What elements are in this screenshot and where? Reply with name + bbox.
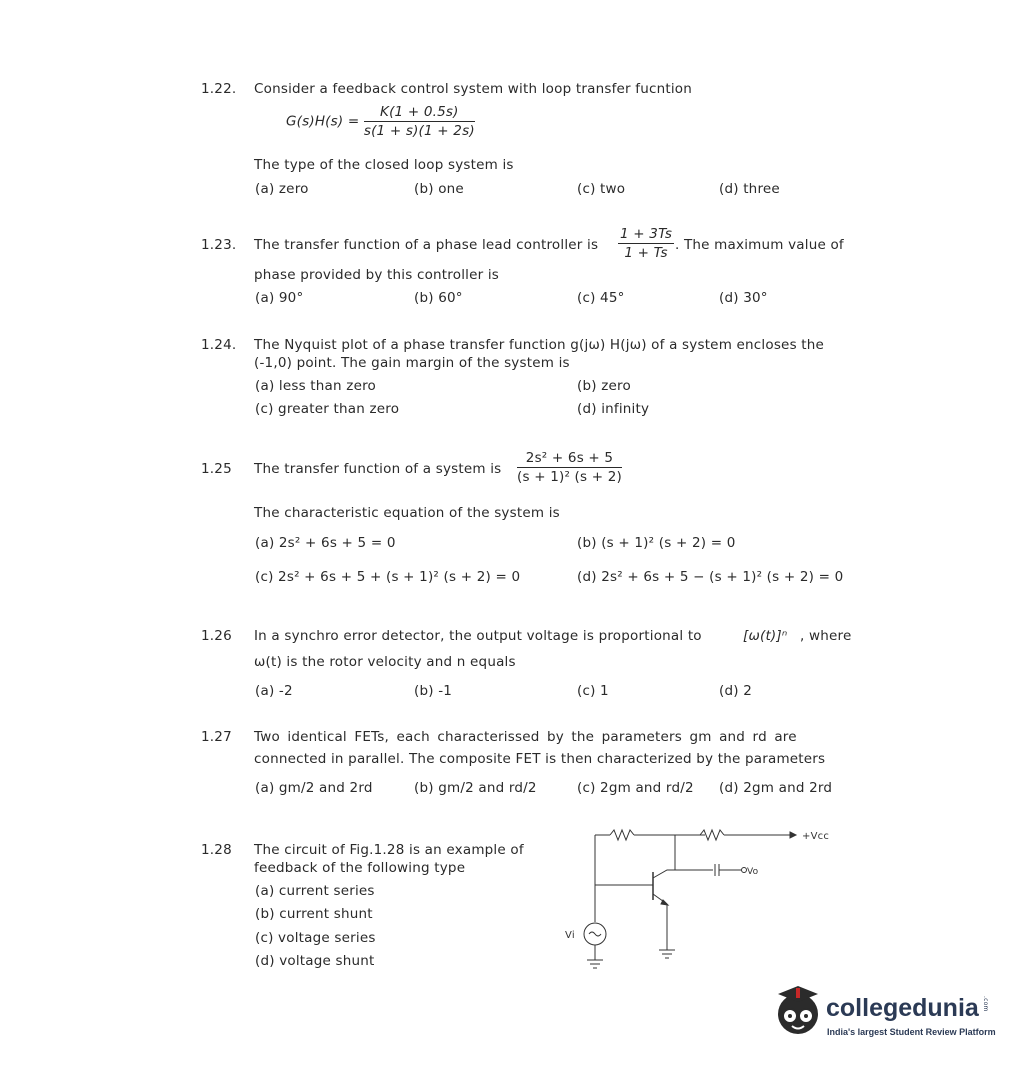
q27-option-d: (d) 2gm and 2rd [719, 780, 833, 796]
q25-stem: The transfer function of a system is [254, 461, 502, 477]
q25-numerator: 2s² + 6s + 5 [517, 450, 622, 468]
q26-option-b: (b) -1 [414, 683, 453, 699]
logo-name: collegedunia [826, 994, 979, 1022]
vo-label: Vo [747, 867, 759, 877]
circuit-diagram [555, 820, 845, 985]
q22-fraction [364, 104, 475, 139]
q24-option-d: (d) infinity [577, 401, 650, 417]
q26-stem-a: In a synchro error detector, the output voltage is proportional to [254, 628, 702, 644]
q26-number: 1.26 [201, 628, 232, 644]
q22-option-c: (c) two [577, 181, 626, 197]
q28-option-b: (b) current shunt [255, 906, 373, 922]
q28-stem: The circuit of Fig.1.28 is an example of [254, 842, 524, 858]
q26-stem-b: , where [800, 628, 852, 644]
q25-option-c: (c) 2s² + 6s + 5 + (s + 1)² (s + 2) = 0 [255, 569, 521, 585]
q24-option-a: (a) less than zero [255, 378, 376, 394]
q22-option-a: (a) zero [255, 181, 309, 197]
q27-number: 1.27 [201, 729, 232, 745]
q23-option-b: (b) 60° [414, 290, 463, 306]
q25-option-b: (b) (s + 1)² (s + 2) = 0 [577, 535, 736, 551]
q23-number: 1.23. [201, 237, 237, 253]
q22-denominator: s(1 + s)(1 + 2s) [363, 123, 475, 139]
q25-option-a: (a) 2s² + 6s + 5 = 0 [255, 535, 396, 551]
logo-mascot-icon [768, 982, 828, 1042]
q23-numerator: 1 + 3Ts [620, 226, 673, 242]
q25-denominator: (s + 1)² (s + 2) [517, 469, 623, 485]
q23-option-c: (c) 45° [577, 290, 625, 306]
q23-option-d: (d) 30° [719, 290, 768, 306]
q25-fraction [517, 450, 622, 485]
q28-option-a: (a) current series [255, 883, 375, 899]
q22-stem: Consider a feedback control system with loop transfer fucntion [254, 81, 693, 97]
q22-option-b: (b) one [414, 181, 464, 197]
q27-stem2: connected in parallel. The composite FET is then characterized by the parameters [254, 751, 826, 767]
q28-stem2: feedback of the following type [254, 860, 466, 876]
q23-option-a: (a) 90° [255, 290, 304, 306]
q23-stem2: phase provided by this controller is [254, 267, 500, 283]
q28-number: 1.28 [201, 842, 232, 858]
q23-stem-b: . The maximum value of [675, 237, 844, 253]
q27-stem: Two identical FETs, each characterissed by the parameters gm and rd are [254, 729, 797, 745]
vi-label: Vi [565, 930, 575, 941]
q26-option-a: (a) -2 [255, 683, 293, 699]
q26-option-c: (c) 1 [577, 683, 609, 699]
q22-lhs: G(s)H(s) = [286, 113, 360, 130]
q23-denominator: 1 + Ts [624, 245, 668, 261]
q25-option-d: (d) 2s² + 6s + 5 − (s + 1)² (s + 2) = 0 [577, 569, 844, 585]
logo-tagline: India's largest Student Review Platform [827, 1027, 996, 1037]
q22-option-d: (d) three [719, 181, 780, 197]
q22-number: 1.22. [201, 81, 237, 97]
q27-option-a: (a) gm/2 and 2rd [255, 780, 373, 796]
q28-option-c: (c) voltage series [255, 930, 376, 946]
feedback-resistor [610, 830, 634, 840]
q24-option-c: (c) greater than zero [255, 401, 400, 417]
q24-number: 1.24. [201, 337, 237, 353]
q22-equation [286, 104, 475, 139]
q24-stem: The Nyquist plot of a phase transfer function g(jω) H(jω) of a system encloses the [254, 337, 825, 353]
q27-option-c: (c) 2gm and rd/2 [577, 780, 694, 796]
q23-stem-a: The transfer function of a phase lead controller is [254, 237, 599, 253]
q26-stem2: ω(t) is the rotor velocity and n equals [254, 654, 516, 670]
logo-domain: .com [982, 996, 989, 1012]
collegedunia-logo [768, 982, 998, 1042]
q25-stem2: The characteristic equation of the system is [254, 505, 560, 521]
q24-stem2: (-1,0) point. The gain margin of the system is [254, 355, 570, 371]
q26-option-d: (d) 2 [719, 683, 752, 699]
q22-numerator: K(1 + 0.5s) [364, 104, 475, 122]
q26-expression: [ω(t)]ⁿ [743, 628, 788, 644]
q25-number: 1.25 [201, 461, 232, 477]
q23-fraction [618, 226, 674, 261]
q24-option-b: (b) zero [577, 378, 631, 394]
vcc-label: +Vcc [802, 831, 830, 842]
q22-stem2: The type of the closed loop system is [254, 157, 514, 173]
q28-option-d: (d) voltage shunt [255, 953, 375, 969]
q27-option-b: (b) gm/2 and rd/2 [414, 780, 537, 796]
